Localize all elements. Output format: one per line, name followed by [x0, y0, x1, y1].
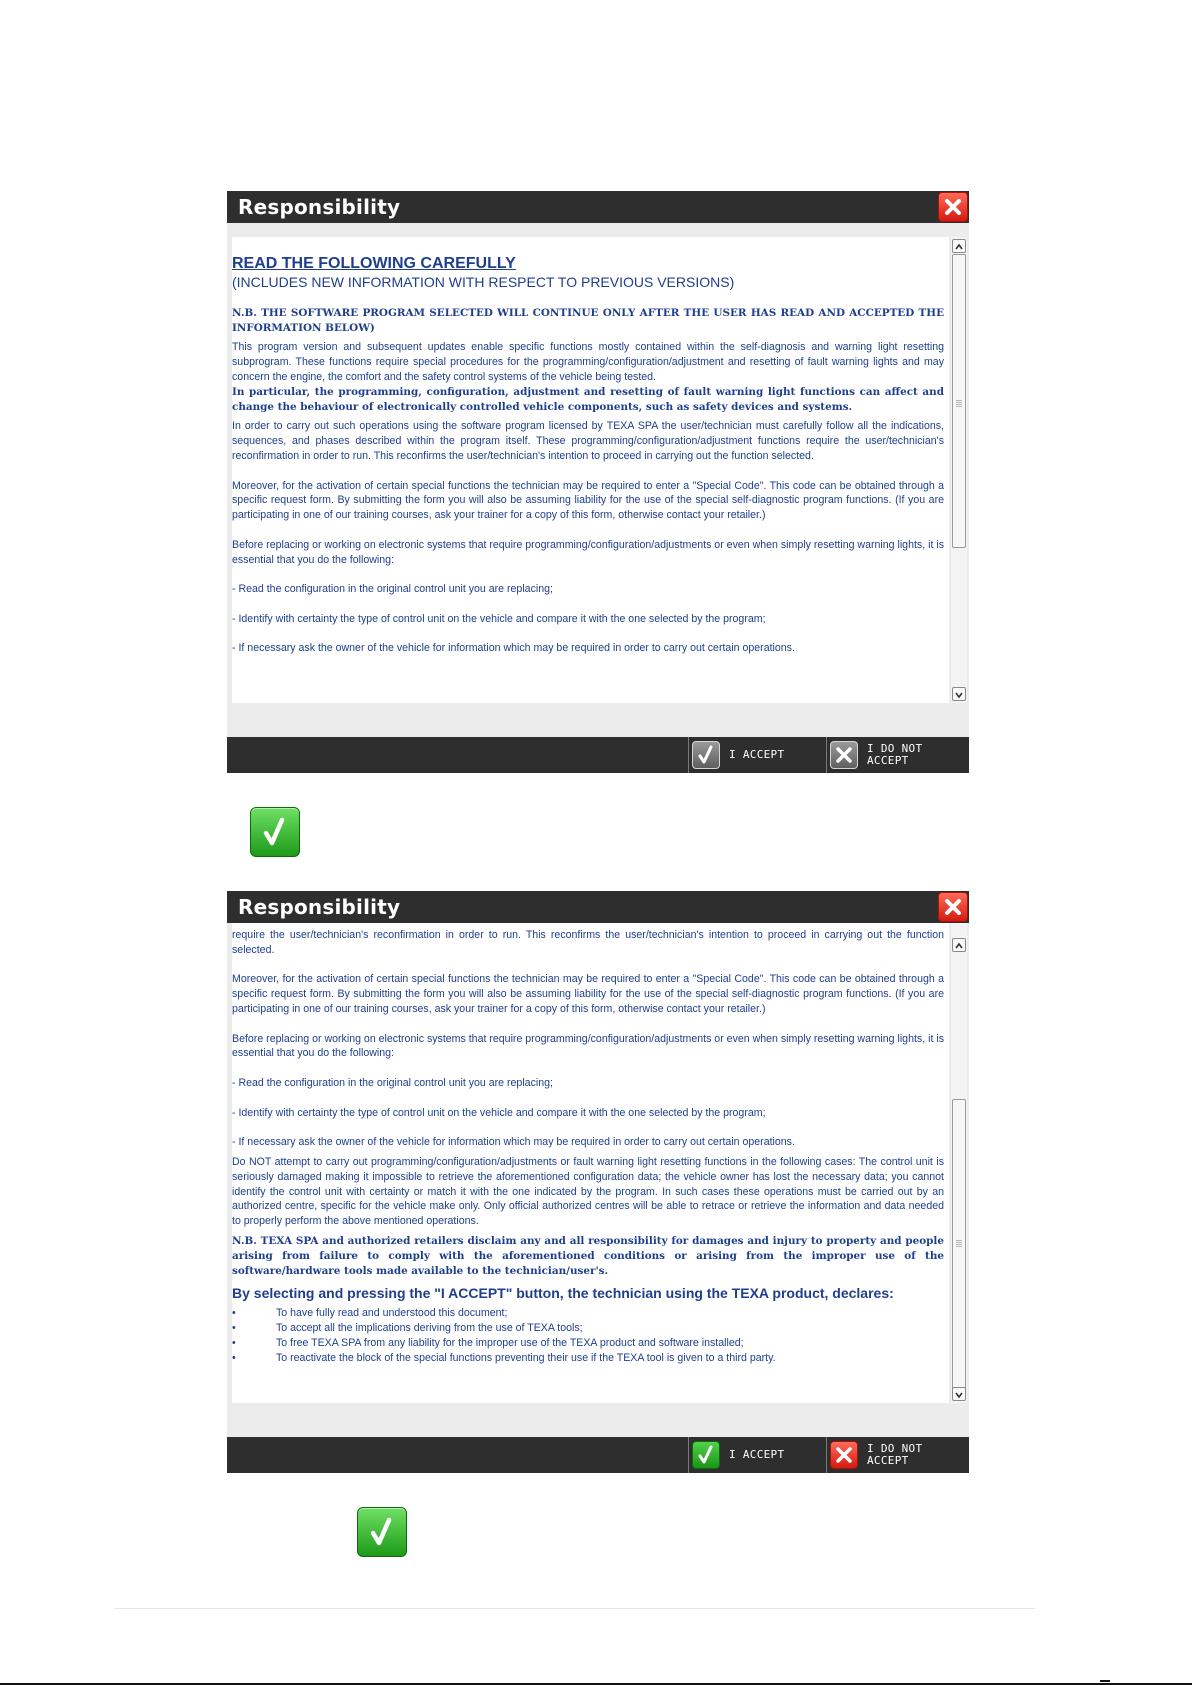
deny-label-line-2: ACCEPT — [867, 754, 909, 767]
scroll-thumb[interactable] — [952, 254, 966, 548]
terms-paragraph: Moreover, for the activation of certain special functions the technician may be required to enter a "Special Code". This code can be obtained through a specific request form. By submitting the form you will also be assuming liability for the use of the special self-diagnostic program functions. (If you are participating in one of our training courses, ask your trainer for a copy of this form, otherwise contact your retailer.) — [232, 479, 944, 522]
vertical-scrollbar[interactable] — [951, 923, 967, 1403]
i-accept-label: I ACCEPT — [729, 1448, 785, 1461]
i-do-not-accept-button[interactable] — [826, 737, 970, 773]
check-icon — [250, 807, 300, 857]
terms-paragraph: - Read the configuration in the original control unit you are replacing; — [232, 1076, 553, 1089]
dialog-title: Responsibility — [238, 195, 401, 219]
i-do-not-accept-button[interactable] — [826, 1437, 970, 1473]
close-icon — [939, 893, 967, 921]
scroll-up-button[interactable] — [952, 239, 966, 253]
x-icon — [830, 1441, 858, 1469]
terms-paragraph: require the user/technician's reconfirmation in order to run. This reconfirms the user/technician's intention to proceed in carrying out the function selected. — [232, 929, 944, 956]
terms-content[interactable] — [232, 237, 949, 703]
terms-paragraph: Before replacing or working on electronic systems that require programming/configuration/adjustments or even when simply resetting warning lights, it is essential that you do the following: — [232, 538, 944, 566]
terms-paragraph: - If necessary ask the owner of the vehicle for information which may be required in order to carry out certain operations. — [232, 1136, 795, 1149]
i-accept-label: I ACCEPT — [729, 748, 785, 761]
scroll-down-button[interactable] — [952, 1387, 966, 1401]
scroll-down-arrow-icon — [953, 1389, 965, 1401]
terms-nb-notice: N.B. THE SOFTWARE PROGRAM SELECTED WILL CONTINUE ONLY AFTER THE USER HAS READ AND ACCEPTED THE INFORMATION BELOW) — [232, 306, 944, 334]
dialog-body — [227, 923, 969, 1437]
terms-paragraph: - If necessary ask the owner of the vehicle for information which may be required in order to carry out certain operations. — [232, 642, 795, 655]
scroll-thumb[interactable] — [952, 1099, 966, 1393]
check-icon — [357, 1507, 407, 1557]
terms-paragraph: Do NOT attempt to carry out programming/configuration/adjustments or fault warning light resetting functions in the following cases: The control unit is seriously damaged making it impossible to retrieve the aforementioned configuration data; the vehicle owner has lost the necessary data; you cannot identify the control unit with certainty or match it with the one indicated by the program. In such cases these operations must be carried out by an authorized centre, specific for the vehicle make only. Only official authorized centres will be able to retrace or retrieve the information and data needed to properly perform the above mentioned operations. — [232, 1155, 944, 1228]
declaration-bullet: • To accept all the implications deriving from the use of TEXA tools; — [232, 1322, 583, 1335]
close-button[interactable] — [938, 892, 968, 922]
deny-label-line-1: I DO NOT — [867, 742, 923, 755]
x-icon — [830, 741, 858, 769]
terms-declaration-heading: By selecting and pressing the "I ACCEPT" button, the technician using the TEXA product, declares: — [232, 1285, 894, 1302]
page-mark — [1100, 1680, 1110, 1682]
terms-text — [232, 254, 946, 656]
deny-label-line-2: ACCEPT — [867, 1454, 909, 1467]
terms-disclaimer: N.B. TEXA SPA and authorized retailers disclaim any and all responsibility for damages and injury to property and people arising from failure to comply with the aforementioned conditions or arising from the improper use of the software/hardware tools made available to the technician/user's. — [232, 1234, 944, 1277]
terms-paragraph-bold: In particular, the programming, configuration, adjustment and resetting of fault warning light functions can affect and change the behaviour of electronically controlled vehicle components, such as safety devices and systems. — [232, 385, 944, 413]
dialog-title: Responsibility — [238, 895, 401, 919]
terms-text — [232, 928, 946, 1366]
deny-label-line-1: I DO NOT — [867, 1442, 923, 1455]
i-accept-button[interactable] — [688, 737, 826, 773]
declaration-bullet: • To reactivate the block of the special functions preventing their use if the TEXA tool is given to a third party. — [232, 1351, 776, 1364]
terms-subheading: (INCLUDES NEW INFORMATION WITH RESPECT TO PREVIOUS VERSIONS) — [232, 274, 735, 290]
declaration-bullet: • To have fully read and understood this document; — [232, 1307, 508, 1320]
dialog-titlebar — [227, 891, 969, 923]
terms-paragraph: Before replacing or working on electronic systems that require programming/configuration/adjustments or even when simply resetting warning lights, it is essential that you do the following: — [232, 1032, 944, 1060]
terms-paragraph: This program version and subsequent updates enable specific functions mostly contained within the self-diagnosis and warning light resetting subprogram. These functions require special procedures for the programming/configuration/adjustment and resetting of fault warning lights and may concern the engine, the comfort and the safety control systems of the vehicle being tested. — [232, 341, 944, 383]
terms-paragraph: - Identify with certainty the type of control unit on the vehicle and compare it with the one selected by the program; — [232, 1106, 766, 1119]
dialog-body — [227, 223, 969, 737]
terms-paragraph: - Identify with certainty the type of control unit on the vehicle and compare it with the one selected by the program; — [232, 612, 766, 625]
terms-paragraph: In order to carry out such operations using the software program licensed by TEXA SPA the user/technician must carefully follow all the indications, sequences, and phases described within the program itself. These programming/configuration/adjustment functions require the user/technician's reconfirmation in order to run. This reconfirms the user/technician's intention to proceed in carrying out the function selected. — [232, 420, 944, 462]
dialog-footer — [227, 1437, 969, 1473]
scroll-up-arrow-icon — [953, 241, 965, 253]
close-icon — [939, 193, 967, 221]
terms-paragraph: Moreover, for the activation of certain special functions the technician may be required to enter a "Special Code". This code can be obtained through a specific request form. By submitting the form you will also be assuming liability for the use of the special self-diagnostic program functions. (If you are participating in one of our training courses, ask your trainer for a copy of this form, otherwise contact your retailer.) — [232, 973, 944, 1015]
vertical-scrollbar[interactable] — [951, 237, 967, 703]
terms-paragraph: - Read the configuration in the original control unit you are replacing; — [232, 583, 553, 596]
page-divider — [115, 1608, 1035, 1609]
terms-heading: READ THE FOLLOWING CAREFULLY — [232, 255, 516, 272]
terms-content[interactable] — [232, 923, 949, 1403]
scroll-up-button[interactable] — [952, 938, 966, 952]
scroll-down-arrow-icon — [953, 689, 965, 701]
dialog-titlebar — [227, 191, 969, 223]
i-accept-button[interactable] — [688, 1437, 826, 1473]
i-do-not-accept-label — [867, 1443, 922, 1467]
scroll-up-arrow-icon — [953, 940, 965, 952]
responsibility-dialog-1 — [227, 191, 969, 773]
close-button[interactable] — [938, 192, 968, 222]
check-icon — [692, 741, 720, 769]
check-icon — [692, 1441, 720, 1469]
dialog-footer — [227, 737, 969, 773]
i-do-not-accept-label — [867, 743, 922, 767]
scroll-down-button[interactable] — [952, 687, 966, 701]
declaration-bullet: • To free TEXA SPA from any liability for the improper use of the TEXA product and software installed; — [232, 1336, 744, 1349]
responsibility-dialog-2 — [227, 891, 969, 1473]
